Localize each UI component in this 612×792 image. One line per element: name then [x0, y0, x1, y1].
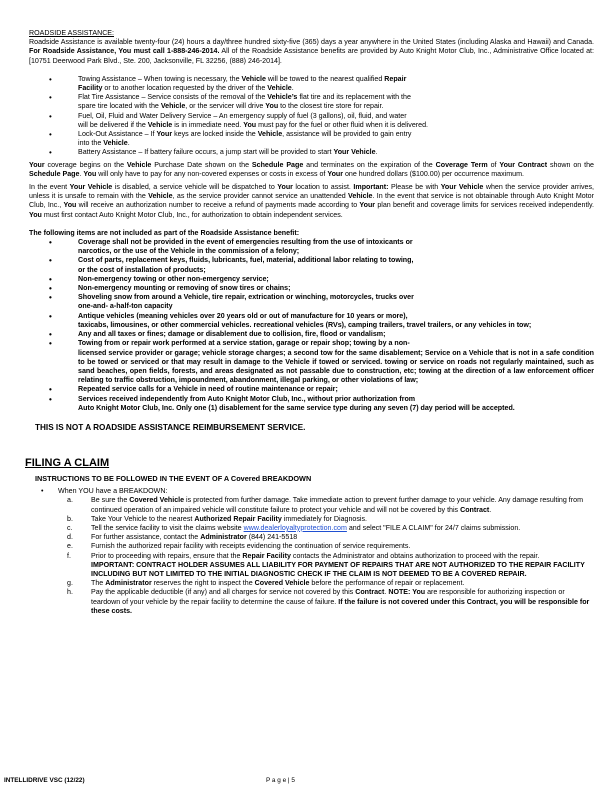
service-lockout: • Lock-Out Assistance – If Your keys are locked inside the Vehicle, assistance will be provided to gain entry into the Vehicle.: [29, 130, 594, 148]
not-reimbursement-notice: THIS IS NOT A ROADSIDE ASSISTANCE REIMBURSEMENT SERVICE.: [35, 422, 306, 432]
page-number: P a g e | 5: [266, 777, 295, 784]
coverage-paragraph: Your coverage begins on the Vehicle Purchase Date shown on the Schedule Page and terminates on the expiration of the Coverage Term of Your Contract shown on the Schedule Page. You will only have to pay for any non-covered expenses or costs in excess of Your one hundred dollars ($100.00) per occurrence maximum.: [29, 160, 594, 178]
service-battery: • Battery Assistance – If battery failure occurs, a jump start will be provided to start Your Vehicle.: [29, 148, 594, 157]
claim-step-g: g. The Administrator reserves the right to inspect the Covered Vehicle before the performance of repair or replacement.: [67, 579, 465, 588]
claim-step-c: c. Tell the service facility to visit the claims website www.dealerloyaltyprotection.com and select "FILE A CLAIM" for 24/7 claims submission.: [67, 523, 521, 532]
disabled-paragraph: In the event Your Vehicle is disabled, a service vehicle will be dispatched to Your location to assist. Important: Please be with Your Vehicle when the service provider arrives, unless it is unsafe to remain with the Vehicle, as the service provider cannot service an unattended Vehicle. In the event that service is not obtainable through Auto Knight Motor Club, Inc., You will receive an authorization number to receive a refund of payments made according to Your plan benefit and coverage limits for services received independently. You must first contact Auto Knight Motor Club, Inc., for authorization to obtain independent services.: [29, 183, 595, 219]
filing-claim-title: FILING A CLAIM: [25, 456, 110, 469]
exclusion-item: • Antique vehicles (meaning vehicles over 20 years old or out of manufacture for 10 years or more), taxicabs, limousines, or other commercial vehicles. recreational vehicles (RVs), camping trailers, travel trailers, or any vehicles in tow;: [29, 312, 594, 330]
claim-step-f: f. Prior to proceeding with repairs, ensure that the Repair Facility contacts the Administrator and obtains authorization to proceed with the repair. IMPORTANT: CONTRACT HOLDER ASSUMES ALL LIABILITY FOR PAYMENT OF REPAIRS THAT ARE NOT AUTHORIZED TO THE REPAIR FACILITY INCLUDING BUT NOT LIMITED TO THE INITIAL DIAGNOSTIC CHECK IF THE CLAIM IS NOT DEEMED TO BE A COVERED REPAIR.: [67, 551, 585, 578]
claim-steps-list: [29, 496, 594, 616]
exclusion-item: • Services received independently from Auto Knight Motor Club, Inc., without prior authorization from Auto Knight Motor Club, Inc. Only one (1) disablement for the same service type during any seven (7) day period will be accepted.: [29, 395, 594, 413]
exclusion-item: • Coverage shall not be provided in the event of emergencies resulting from the use of intoxicants or narcotics, or the use of the Vehicle in the commission of a felony;: [29, 238, 594, 256]
exclusion-item: • Cost of parts, replacement keys, fluids, lubricants, fuel, material, additional labor relating to towing, or the cost of installation of products;: [29, 256, 594, 274]
roadside-intro: Roadside Assistance is available twenty-four (24) hours a day/three hundred sixty-five (365) days a year anywhere in the United States (including Alaska and Hawaii) and Canada. For Roadside Assistance, You must call 1-888-246-2014. All of the Roadside Assistance benefits are provided by Auto Knight Motor Club, Inc., Administrative Office located at: [10751 Deerwood Park Blvd., Ste. 200, Jacksonville, FL 32256, (888) 246-2014].: [29, 38, 594, 65]
exclusions-heading: The following items are not included as part of the Roadside Assistance benefit:: [29, 228, 300, 237]
claim-step-a: a. Be sure the Covered Vehicle is protected from further damage. Take immediate action to prevent further damage to your vehicle. Any damage resulting from continued operation of an impaired vehicle will constitute failure to protect your vehicle and will not be covered by this Contract.: [67, 496, 583, 514]
exclusion-item: • Shoveling snow from around a Vehicle, tire repair, extrication or winching, motorcycles, trucks over one-and- a-half-ton capacity: [29, 293, 594, 311]
claims-website-link[interactable]: www.dealerloyaltyprotection.com: [243, 523, 347, 532]
exclusion-item: • Any and all taxes or fines; damage or disablement due to collision, fire, flood or vandalism;: [29, 330, 594, 339]
claim-step-e: e. Furnish the authorized repair facility with receipts evidencing the continuation of service requirements.: [67, 542, 411, 551]
document-page: [25, 29, 595, 616]
service-flat-tire: • Flat Tire Assistance – Service consists of the removal of the Vehicle’s flat tire and its replacement with the spare tire located with the Vehicle, or the servicer will drive You to the closest tire store for repair.: [29, 93, 594, 111]
exclusions-list: [29, 238, 594, 413]
service-fuel: • Fuel, Oil, Fluid and Water Delivery Service – An emergency supply of fuel (3 gallons), oil, fluid, and water will be delivered if the Vehicle is in immediate need. You must pay for the fuel or other fluid when it is delivered.: [29, 112, 594, 130]
exclusion-item: • Non-emergency mounting or removing of snow tires or chains;: [29, 284, 594, 293]
breakdown-intro: • When YOU have a BREAKDOWN:: [29, 487, 594, 496]
exclusion-item: • Repeated service calls for a Vehicle in need of routine maintenance or repair;: [29, 385, 594, 394]
exclusion-item: • Non-emergency towing or other non-emergency service;: [29, 275, 594, 284]
claim-step-d: d. For further assistance, contact the Administrator (844) 241-5518: [67, 533, 298, 542]
roadside-heading: ROADSIDE ASSISTANCE:: [29, 29, 115, 37]
roadside-services-list: [29, 75, 594, 158]
claim-step-h: h. Pay the applicable deductible (if any) and all charges for service not covered by this Contract. NOTE: You are responsible for authorizing inspection or teardown of your vehicle by the repair facility to determine the cause of failure. If the failure is not covered under this Contract, you will be responsible for these costs.: [67, 588, 590, 615]
filing-instructions: INSTRUCTIONS TO BE FOLLOWED IN THE EVENT OF A Covered BREAKDOWN: [35, 473, 312, 483]
service-towing: • Towing Assistance – When towing is necessary, the Vehicle will be towed to the nearest qualified Repair Facility or to another location requested by the driver of the Vehicle.: [29, 75, 594, 93]
claim-step-b: b. Take Your Vehicle to the nearest Authorized Repair Facility immediately for Diagnosis.: [67, 514, 367, 523]
exclusion-item: • Towing from or repair work performed at a service station, garage or repair shop; towing by a non- licensed service provider or garage; vehicle storage charges; a second tow for the same disablement; Service on a Vehicle that is not in a safe condition to be towed or serviced or that may result in damage to the Vehicle if towed or serviced. towing or service on roads not regularly maintained, such as sand beaches, open fields, forests, and areas designated as not passable due to construction, etc; towing at the direction of a law enforcement officer relating to traffic obstruction, impoundment, abandonment, illegal parking, or other violations of law;: [29, 339, 594, 385]
form-number: INTELLIDRIVE VSC (12/22): [4, 777, 85, 784]
